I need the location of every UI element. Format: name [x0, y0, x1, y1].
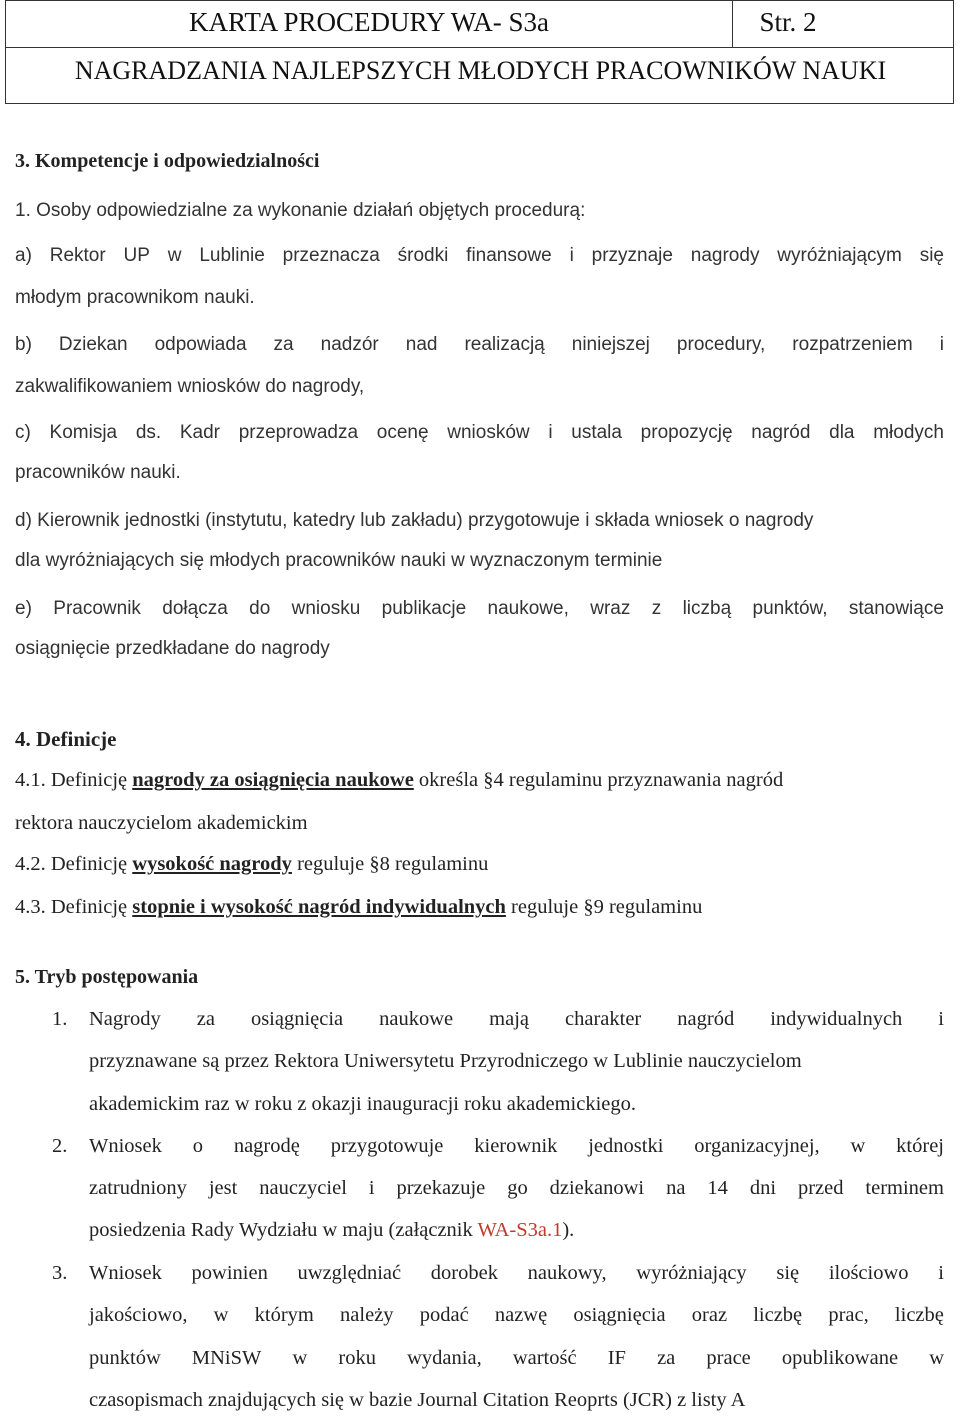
word: jakościowo,: [89, 1304, 188, 1326]
word: nagrodę: [233, 1135, 300, 1157]
section-3-heading: 3. Kompetencje i odpowiedzialności: [15, 150, 320, 172]
item-b-line-2: zakwalifikowaniem wniosków do nagrody,: [15, 376, 365, 397]
procedure-step-2-number: 2.: [52, 1135, 68, 1157]
word: prace: [706, 1347, 751, 1369]
procedure-step-1-line-2: przyznawane są przez Rektora Uniwersytetu Przyrodniczego w Lublinie nauczycielom: [89, 1050, 802, 1072]
word: której: [896, 1135, 944, 1157]
word: wraz: [590, 598, 631, 619]
word: nagród: [677, 1008, 735, 1030]
item-c-line-1: [15, 422, 944, 444]
procedure-step-1-line-3: akademickim raz w roku z okazji inauguracji roku akademickiego.: [89, 1093, 637, 1115]
word: Komisja: [49, 422, 118, 443]
word: UP: [123, 245, 150, 266]
word: Nagrody: [89, 1008, 161, 1030]
word: i: [938, 1008, 944, 1030]
word: z: [651, 598, 662, 619]
word: rozpatrzeniem: [792, 334, 913, 355]
word: nazwę: [494, 1304, 548, 1326]
word: punktów: [89, 1347, 161, 1369]
word: w: [292, 1347, 308, 1369]
procedure-title: KARTA PROCEDURY WA- S3a: [188, 7, 549, 37]
item-d-line-2: dla wyróżniających się młodych pracowników nauki w wyznaczonym terminie: [15, 550, 663, 571]
step-text: posiedzenia Rady Wydziału w maju (załącznik: [89, 1219, 478, 1241]
word: charakter: [565, 1008, 642, 1030]
word: się: [919, 245, 944, 266]
word: organizacyjnej,: [694, 1135, 820, 1157]
word: ilościowo: [828, 1262, 909, 1284]
definition-4-1-continued: rektora nauczycielom akademickim: [15, 812, 308, 834]
definition-4-3: [15, 896, 702, 919]
definition-4-1: [15, 769, 783, 792]
word: uwzględniać: [297, 1262, 402, 1284]
word: Pracownik: [53, 598, 141, 619]
word: o: [192, 1135, 203, 1157]
item-a-line-1: [15, 245, 944, 267]
word: osiągnięcia: [573, 1304, 666, 1326]
word: IF: [607, 1347, 626, 1369]
word: MNiSW: [191, 1347, 262, 1369]
word: należy: [340, 1304, 394, 1326]
word: prac,: [828, 1304, 869, 1326]
word: przed: [797, 1177, 844, 1199]
word: finansowe: [466, 245, 552, 266]
word: dorobek: [430, 1262, 498, 1284]
word: Rektor: [49, 245, 106, 266]
item-c-line-2: pracowników nauki.: [15, 462, 181, 483]
word: przeznacza: [282, 245, 380, 266]
word: w: [929, 1347, 944, 1369]
word: mają: [489, 1008, 530, 1030]
word: na: [666, 1177, 686, 1199]
procedure-step-3-line-2: [89, 1304, 944, 1327]
word: kierownik: [474, 1135, 558, 1157]
word: nauczyciel: [259, 1177, 347, 1199]
word: i: [548, 422, 553, 443]
word: punktów,: [752, 598, 828, 619]
word: publikacje: [381, 598, 467, 619]
attachment-reference: WA-S3a.1: [477, 1219, 563, 1241]
word: wniosku: [291, 598, 361, 619]
word: za: [196, 1008, 215, 1030]
word: wyróżniający: [636, 1262, 747, 1284]
procedure-step-2-line-2: [89, 1177, 944, 1200]
word: stanowiące: [848, 598, 944, 619]
word: ds.: [135, 422, 162, 443]
word: się: [776, 1262, 800, 1284]
word: nagrody: [690, 245, 760, 266]
word: jest: [208, 1177, 238, 1199]
item-b-line-1: [15, 334, 944, 356]
word: powinien: [191, 1262, 268, 1284]
word: realizacją: [464, 334, 545, 355]
word: dołącza: [162, 598, 228, 619]
procedure-step-2-line-1: [89, 1135, 944, 1158]
word: liczbą: [682, 598, 732, 619]
definition-4-2: [15, 853, 488, 876]
item-e-line-1: [15, 598, 944, 620]
word: naukowe,: [487, 598, 569, 619]
word: wartość: [512, 1347, 577, 1369]
definition-text: określa §4 regulaminu przyznawania nagród: [413, 769, 784, 791]
definition-term: stopnie i wysokość nagród indywidualnych: [132, 896, 506, 918]
procedure-subtitle: NAGRADZANIA NAJLEPSZYCH MŁODYCH PRACOWNIKÓW NAUKI: [74, 56, 887, 85]
definition-text: 4.2. Definicję: [15, 853, 133, 875]
word: młodych: [873, 422, 944, 443]
definition-text: 4.1. Definicję: [15, 769, 133, 791]
procedure-step-2-line-3: [89, 1219, 574, 1242]
section-4-heading: 4. Definicje: [15, 727, 117, 751]
procedure-step-3-line-3: [89, 1347, 944, 1370]
page-number: Str. 2: [759, 7, 817, 37]
word: Wniosek: [89, 1262, 162, 1284]
procedure-header-table: [5, 0, 954, 104]
section-5-heading: 5. Tryb postępowania: [15, 966, 199, 988]
word: a): [15, 245, 32, 266]
word: przekazuje: [396, 1177, 486, 1199]
definition-text: 4.3. Definicję: [15, 896, 133, 918]
word: 14: [707, 1177, 728, 1199]
word: nadzór: [320, 334, 379, 355]
section-3-intro: 1. Osoby odpowiedzialne za wykonanie działań objętych procedurą:: [15, 200, 586, 221]
word: i: [939, 334, 944, 355]
word: i: [569, 245, 574, 266]
word: liczbę: [894, 1304, 944, 1326]
word: ustala: [571, 422, 622, 443]
step-text: ).: [562, 1219, 575, 1241]
word: Kadr: [179, 422, 221, 443]
word: terminem: [865, 1177, 944, 1199]
word: osiągnięcia: [250, 1008, 344, 1030]
word: indywidualnych: [770, 1008, 903, 1030]
definition-term: wysokość nagrody: [132, 853, 292, 875]
item-e-line-2: osiągnięcie przedkładane do nagrody: [15, 638, 330, 659]
word: za: [273, 334, 294, 355]
word: wniosków: [447, 422, 530, 443]
item-d-line-1: d) Kierownik jednostki (instytutu, katedry lub zakładu) przygotowuje i składa wniosek o nagrody: [15, 510, 814, 531]
word: Dziekan: [58, 334, 128, 355]
word: którym: [254, 1304, 314, 1326]
word: propozycję: [640, 422, 733, 443]
word: w: [850, 1135, 866, 1157]
word: środki: [397, 245, 449, 266]
definition-text: reguluje §9 regulaminu: [505, 896, 703, 918]
word: nad: [405, 334, 438, 355]
word: go: [507, 1177, 528, 1199]
procedure-step-1-line-1: [89, 1008, 944, 1031]
word: Wniosek: [89, 1135, 162, 1157]
word: c): [15, 422, 31, 443]
word: liczbę: [753, 1304, 803, 1326]
procedure-step-3-line-1: [89, 1262, 944, 1285]
word: naukowe: [379, 1008, 454, 1030]
procedure-step-1-number: 1.: [52, 1008, 68, 1030]
word: dla: [829, 422, 855, 443]
word: do: [249, 598, 271, 619]
word: oraz: [691, 1304, 728, 1326]
word: ocenę: [376, 422, 429, 443]
word: przeprowadza: [238, 422, 359, 443]
word: naukowy,: [527, 1262, 607, 1284]
item-a-line-2: młodym pracownikom nauki.: [15, 287, 255, 308]
procedure-step-3-number: 3.: [52, 1262, 68, 1284]
word: i: [368, 1177, 375, 1199]
word: wyróżniającym: [777, 245, 902, 266]
word: e): [15, 598, 32, 619]
word: nagród: [751, 422, 811, 443]
definition-term: nagrody za osiągnięcia naukowe: [132, 769, 414, 791]
word: niniejszej: [571, 334, 650, 355]
word: dni: [749, 1177, 777, 1199]
word: za: [657, 1347, 676, 1369]
word: dziekanowi: [549, 1177, 645, 1199]
word: Lublinie: [199, 245, 265, 266]
header-divider: [6, 47, 953, 48]
word: przygotowuje: [330, 1135, 444, 1157]
word: w: [167, 245, 182, 266]
word: zatrudniony: [89, 1177, 187, 1199]
word: roku: [338, 1347, 376, 1369]
word: opublikowane: [781, 1347, 899, 1369]
word: jednostki: [588, 1135, 664, 1157]
word: procedury,: [676, 334, 766, 355]
word: wydania,: [407, 1347, 482, 1369]
word: odpowiada: [154, 334, 247, 355]
definition-text: reguluje §8 regulaminu: [291, 853, 489, 875]
word: w: [213, 1304, 229, 1326]
word: przyznaje: [591, 245, 673, 266]
word: b): [15, 334, 32, 355]
procedure-step-3-line-4: czasopismach znajdujących się w bazie Journal Citation Reoprts (JCR) z listy A: [89, 1389, 746, 1411]
word: i: [938, 1262, 944, 1284]
word: podać: [419, 1304, 469, 1326]
